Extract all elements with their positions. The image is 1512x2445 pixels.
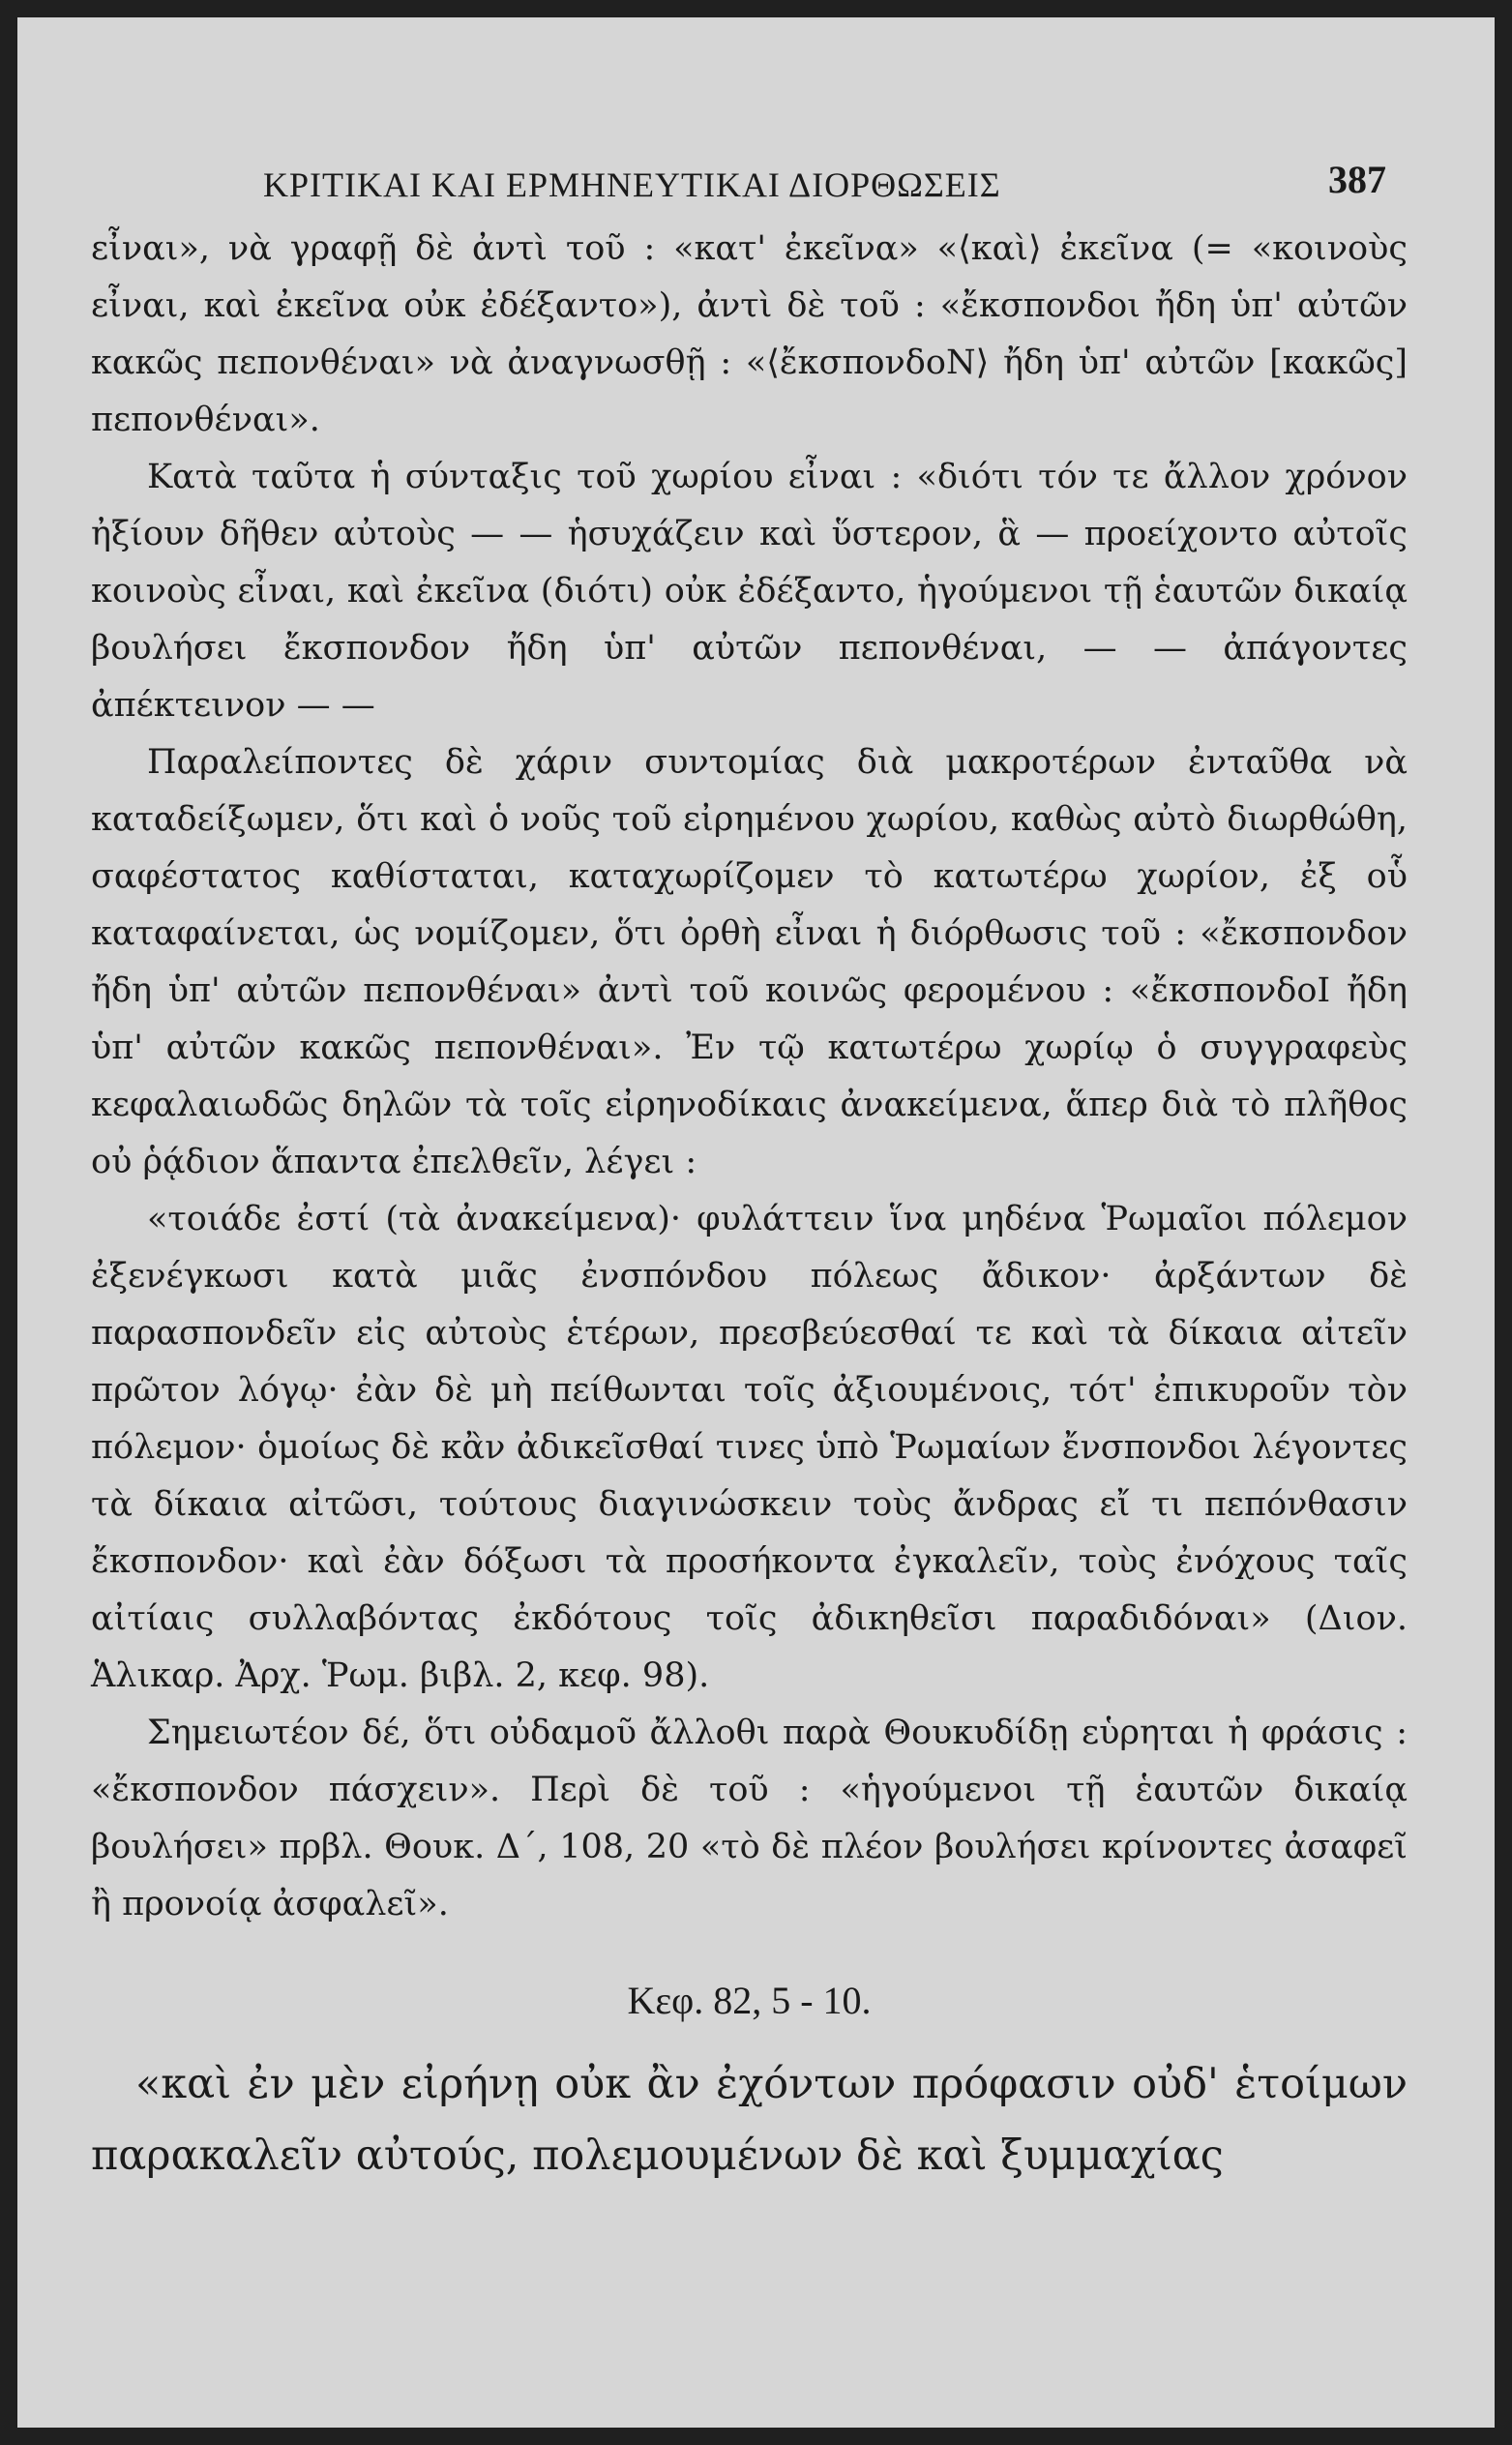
quotation-block [91,2048,1408,2192]
body-text [91,221,1408,1933]
page-number: 387 [1328,158,1386,201]
running-head [91,143,1408,221]
running-title: ΚΡΙΤΙΚΑΙ ΚΑΙ ΕΡΜΗΝΕΥΤΙΚΑΙ ΔΙΟΡΘΩΣΕΙΣ [263,165,1001,204]
paragraph: Σημειωτέον δέ, ὅτι οὐδαμοῦ ἄλλοθι παρὰ Θουκυδίδῃ εὑρηται ἡ φράσις : «ἔκσπονδον πάσχειν». Περὶ δὲ τοῦ : «ἡγούμενοι τῇ ἑαυτῶν δικαίᾳ βουλήσει» πρβλ. Θουκ. Δ΄, 108, 20 «τὸ δὲ πλέον βουλήσει κρίνοντες ἀσαφεῖ ἢ προνοίᾳ ἀσφαλεῖ». [91,1714,1408,1923]
paragraph: Παραλείποντες δὲ χάριν συντομίας διὰ μακροτέρων ἐνταῦθα νὰ καταδείξωμεν, ὅτι καὶ ὁ νοῦς τοῦ εἰρημένου χωρίου, καθὼς αὐτὸ διωρθώθη, σαφέστατος καθίσταται, καταχωρίζομεν τὸ κατωτέρω χωρίον, ἐξ οὗ καταφαίνεται, ὡς νομίζομεν, ὅτι ὀρθὴ εἶναι ἡ διόρθωσις τοῦ : «ἔκσπονδον ἤδη ὑπ' αὐτῶν πεπονθέναι» ἀντὶ τοῦ κοινῶς φερομένου : «ἔκσπονδοΙ ἤδη ὑπ' αὐτῶν κακῶς πεπονθέναι». Ἐν τῷ κατωτέρω χωρίῳ ὁ συγγραφεὺς κεφαλαιωδῶς δηλῶν τὰ τοῖς εἰρηνοδίκαις ἀνακείμενα, ἅπερ διὰ τὸ πλῆθος οὐ ῥᾴδιον ἅπαντα ἐπελθεῖν, λέγει : [91,743,1408,1181]
quotation-text: «καὶ ἐν μὲν εἰρήνῃ οὐκ ἂν ἐχόντων πρόφασιν οὐδ' ἑτοίμων παρακαλεῖν αὐτούς, πολεμουμένων δὲ καὶ ξυμμαχίας [91,2060,1408,2180]
paragraph: «τοιάδε ἐστί (τὰ ἀνακείμενα)· φυλάττειν ἵνα μηδένα Ῥωμαῖοι πόλεμον ἐξενέγκωσι κατὰ μιᾶς ἐνσπόνδου πόλεως ἄδικον· ἀρξάντων δὲ παρασπονδεῖν εἰς αὐτοὺς ἑτέρων, πρεσβεύεσθαί τε καὶ τὰ δίκαια αἰτεῖν πρῶτον λόγῳ· ἐὰν δὲ μὴ πείθωνται τοῖς ἀξιουμένοις, τότ' ἐπικυροῦν τὸν πόλεμον· ὁμοίως δὲ κἂν ἀδικεῖσθαί τινες ὑπὸ Ῥωμαίων ἔνσπονδοι λέγοντες τὰ δίκαια αἰτῶσι, τούτους διαγινώσκειν τοὺς ἄνδρας εἴ τι πεπόνθασιν ἔκσπονδον· καὶ ἐὰν δόξωσι τὰ προσήκοντα ἐγκαλεῖν, τοὺς ἐνόχους ταῖς αἰτίαις συλλαβόντας ἐκδότους τοῖς ἀδικηθεῖσι παραδιδόναι» (Διον. Ἁλικαρ. Ἀρχ. Ῥωμ. βιβλ. 2, κεφ. 98). [91,1200,1408,1695]
paragraph: εἶναι», νὰ γραφῇ δὲ ἀντὶ τοῦ : «κατ' ἐκεῖνα» «⟨καὶ⟩ ἐκεῖνα (= «κοινοὺς εἶναι, καὶ ἐκεῖνα οὐκ ἐδέξαντο»), ἀντὶ δὲ τοῦ : «ἔκσπονδοι ἤδη ὑπ' αὐτῶν κακῶς πεπονθέναι» νὰ ἀναγνωσθῇ : «⟨ἔκσπονδοΝ⟩ ἤδη ὑπ' αὐτῶν [κακῶς] πεπονθέναι». [91,229,1408,439]
paragraph: Κατὰ ταῦτα ἡ σύνταξις τοῦ χωρίου εἶναι : «διότι τόν τε ἄλλον χρόνον ἠξίουν δῆθεν αὐτοὺς — — ἡσυχάζειν καὶ ὕστερον, ἃ — προείχοντο αὐτοῖς κοινοὺς εἶναι, καὶ ἐκεῖνα (διότι) οὐκ ἐδέξαντο, ἡγούμενοι τῇ ἑαυτῶν δικαίᾳ βουλήσει ἔκσπονδον ἤδη ὑπ' αὐτῶν πεπονθέναι, — — ἀπάγοντες ἀπέκτεινον — — [91,458,1408,725]
book-page [17,17,1495,2428]
section-heading: Κεφ. 82, 5 - 10. [627,1979,872,2022]
